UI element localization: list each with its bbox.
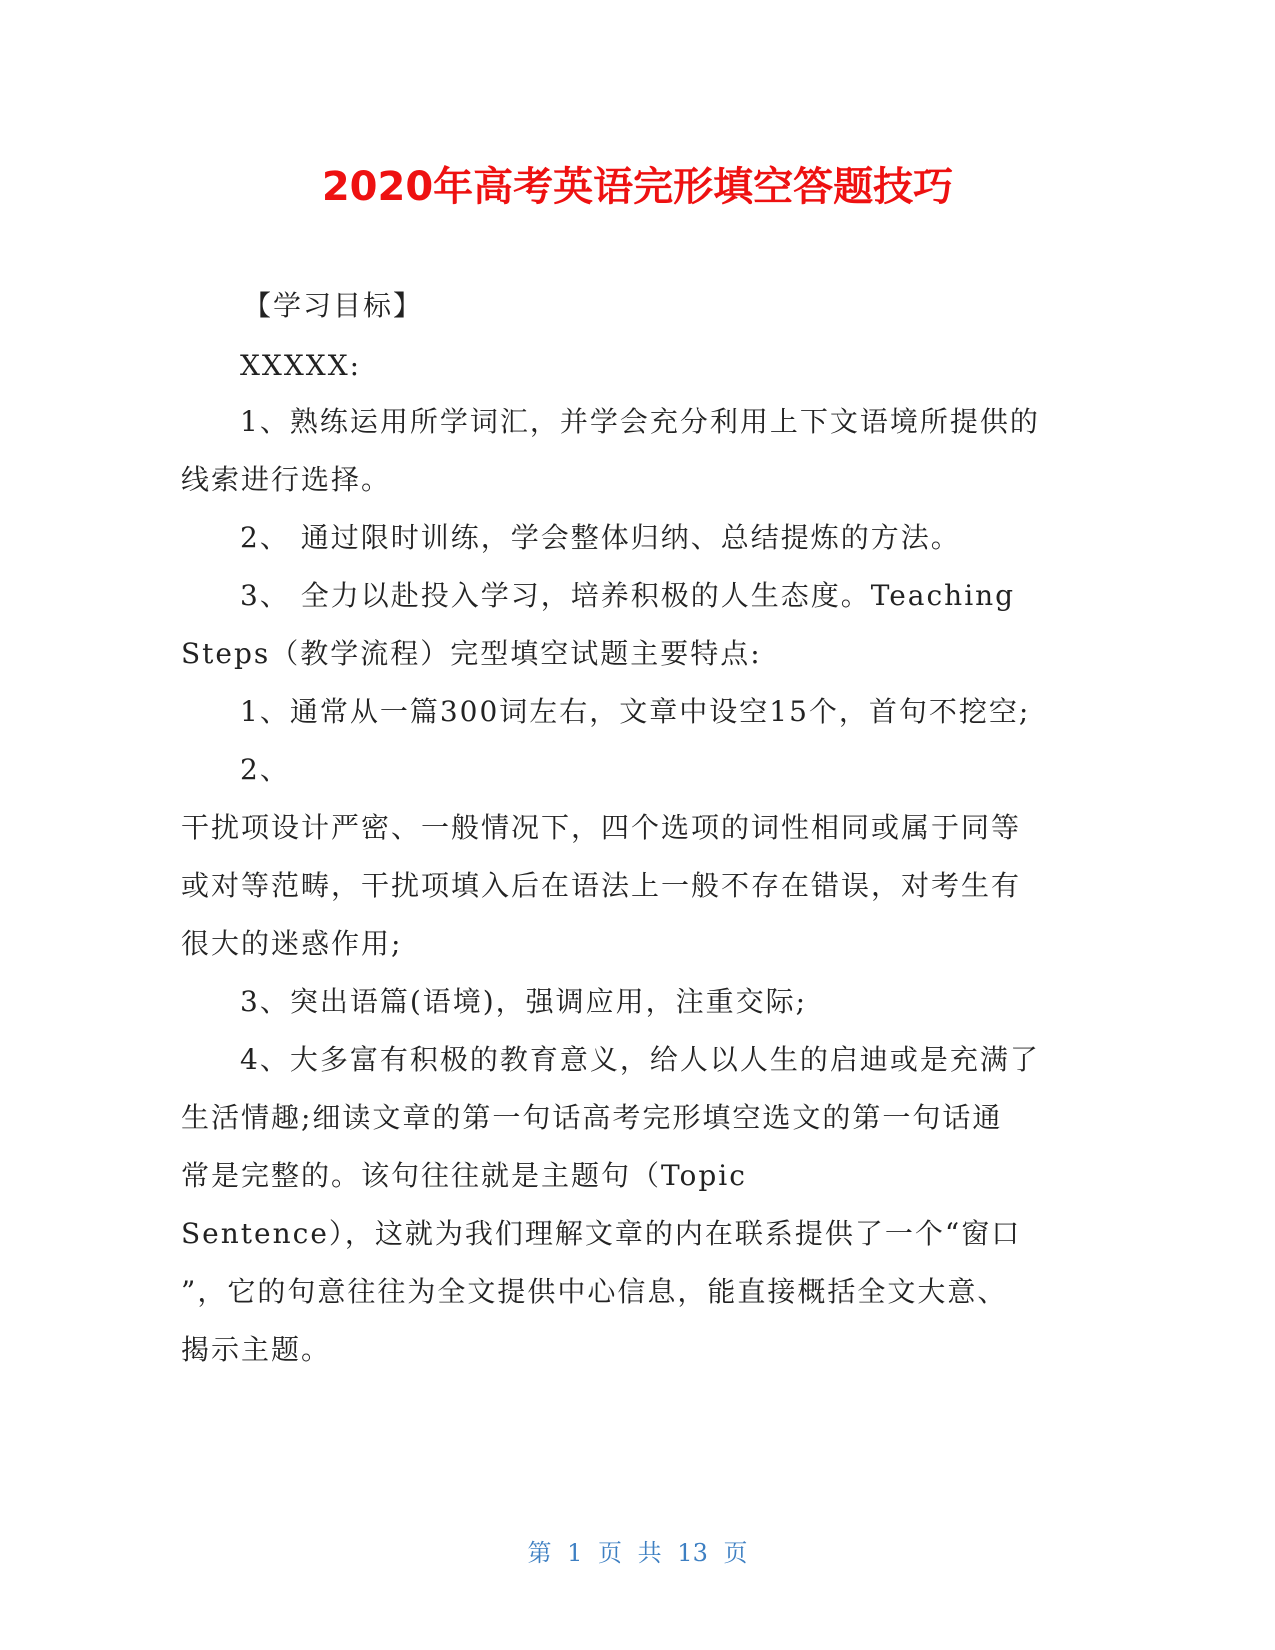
paragraph-line: 4、大多富有积极的教育意义，给人以人生的启迪或是充满了 <box>240 1043 1040 1076</box>
paragraph-line: Sentence），这就为我们理解文章的内在联系提供了一个“窗口 <box>181 1217 1022 1250</box>
paragraph-line: 很大的迷惑作用; <box>181 927 403 960</box>
paragraph-line: ”，它的句意往往为全文提供中心信息，能直接概括全文大意、 <box>181 1275 1008 1308</box>
paragraph-line: 3、 全力以赴投入学习，培养积极的人生态度。Teaching <box>240 579 1016 612</box>
paragraph-line: 揭示主题。 <box>181 1333 332 1366</box>
paragraph-line: 1、通常从一篇300词左右，文章中设空15个，首句不挖空; <box>240 695 1031 728</box>
paragraph-line: 常是完整的。该句往往就是主题句（Topic <box>181 1159 747 1192</box>
paragraph-line: 3、突出语篇(语境)，强调应用，注重交际; <box>240 985 808 1018</box>
paragraph-line: Steps（教学流程）完型填空试题主要特点: <box>181 637 762 670</box>
page-number-footer: 第 1 页 共 13 页 <box>527 1539 748 1567</box>
paragraph-line: XXXXX: <box>240 349 362 382</box>
paragraph-line: 或对等范畴，干扰项填入后在语法上一般不存在错误，对考生有 <box>181 869 1022 902</box>
document-title: 2020年高考英语完形填空答题技巧 <box>321 164 954 210</box>
paragraph-line: 干扰项设计严密、一般情况下，四个选项的词性相同或属于同等 <box>181 811 1022 844</box>
paragraph-line: 线索进行选择。 <box>181 463 392 496</box>
paragraph-line: 2、 通过限时训练，学会整体归纳、总结提炼的方法。 <box>240 521 961 554</box>
paragraph-line: 1、熟练运用所学词汇，并学会充分利用上下文语境所提供的 <box>240 405 1040 438</box>
paragraph-line: 生活情趣;细读文章的第一句话高考完形填空选文的第一句话通 <box>181 1101 1003 1134</box>
paragraph-line: 2、 <box>240 753 290 786</box>
section-heading-learning-goals: 【学习目标】 <box>243 289 424 322</box>
